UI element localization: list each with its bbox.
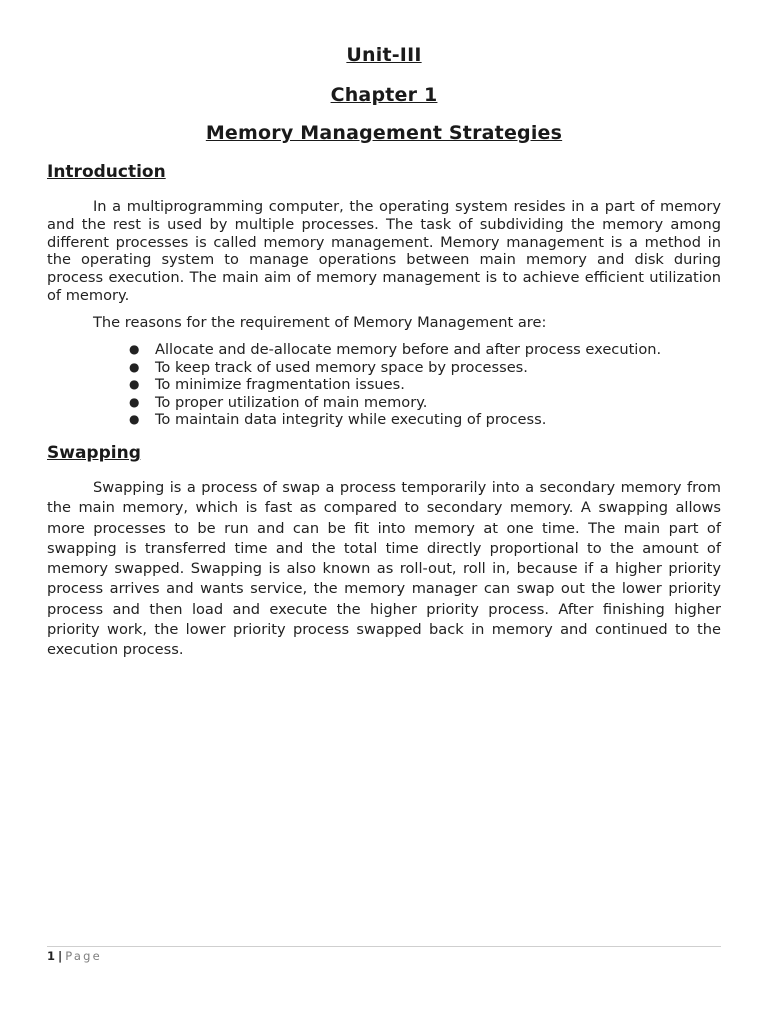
list-item: ● Allocate and de-allocate memory before and after process execution. bbox=[129, 341, 662, 358]
bullet-icon: ● bbox=[129, 342, 140, 356]
unit-title: Unit-III bbox=[346, 44, 422, 66]
swapping-paragraph: Swapping is a process of swap a process temporarily into a secondary memory from the main memory, which is fast as compared to secondary memory. A swapping allows more processes to be run and can be fit into memory at one time. The main part of swapping is transferred time and the total time directly proportional to the amount of memory swapped. Swapping is also known as roll-out, roll in, because if a higher priority process arrives and wants service, the memory manager can swap out the lower priority process and then load and execute the higher priority process. After finishing higher priority work, the lower priority process swapped back in memory and continued to the execution process. bbox=[47, 479, 721, 659]
page-title: Memory Management Strategies bbox=[205, 122, 563, 144]
page-number: 1 bbox=[47, 949, 56, 963]
introduction-paragraph: In a multiprogramming computer, the operating system resides in a part of memory and the rest is used by multiple processes. The task of subdividing the memory among different processes is called memory management. Memory management is a method in the operating system to manage operations between main memory and disk during process execution. The main aim of memory management is to achieve efficient utilization of memory. bbox=[47, 198, 721, 304]
document-page bbox=[47, 0, 721, 1024]
page-footer bbox=[47, 949, 102, 963]
list-item: ● To maintain data integrity while executing of process. bbox=[129, 411, 547, 429]
list-item: ● To minimize fragmentation issues. bbox=[129, 376, 405, 394]
page-label: Page bbox=[65, 949, 102, 963]
chapter-title: Chapter 1 bbox=[330, 84, 438, 106]
footer-separator: | bbox=[58, 949, 63, 963]
bullet-icon: ● bbox=[129, 412, 140, 427]
reasons-list bbox=[127, 341, 661, 429]
list-item: ● To proper utilization of main memory. bbox=[129, 393, 428, 411]
swapping-heading: Swapping bbox=[47, 443, 141, 463]
list-item: ● To keep track of used memory space by processes. bbox=[129, 358, 528, 376]
reasons-paragraph: The reasons for the requirement of Memory Management are: bbox=[93, 314, 547, 331]
bullet-icon: ● bbox=[129, 394, 140, 409]
bullet-icon: ● bbox=[129, 359, 140, 374]
bullet-icon: ● bbox=[129, 377, 140, 392]
introduction-heading: Introduction bbox=[47, 162, 166, 182]
footer-divider bbox=[47, 946, 721, 947]
